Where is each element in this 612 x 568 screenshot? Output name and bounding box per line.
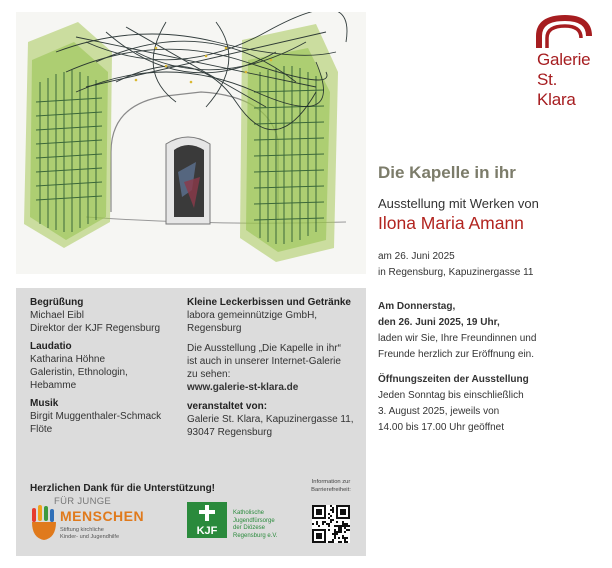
program-welcome: Begrüßung Michael Eibl Direktor der KJF Regensburg	[30, 297, 161, 334]
fjm-sub-1: Stiftung kirchliche	[60, 527, 104, 533]
artwork-image	[16, 12, 366, 274]
hours-line-2: 3. August 2025, jeweils von	[378, 406, 500, 417]
invite-line-1: laden wir Sie, Ihre Freundinnen und	[378, 333, 537, 344]
qr-code-icon	[312, 505, 350, 543]
program-left-column	[30, 297, 180, 442]
exhibition-subtitle: Ausstellung mit Werken von	[378, 196, 539, 211]
program-panel	[16, 288, 366, 556]
logo-text-st-klara: St. Klara	[537, 70, 576, 109]
accessibility-label: Information zur Barrierefreiheit:	[311, 479, 351, 493]
exhibition-title: Die Kapelle in ihr	[378, 163, 516, 182]
opening-invitation	[378, 299, 598, 363]
fjm-top-text: FÜR JUNGE	[54, 496, 112, 507]
hand-print-icon	[30, 504, 60, 544]
hours-line-3: 14.00 bis 17.00 Uhr geöffnet	[378, 422, 505, 433]
kjf-logo[interactable]	[187, 500, 307, 544]
invite-line-2: Freunde herzlich zur Eröffnung ein.	[378, 349, 535, 360]
program-music: Musik Birgit Muggenthaler-Schmack Flöte	[30, 398, 162, 435]
fjm-main-text: MENSCHEN	[60, 508, 145, 524]
invite-day: Am Donnerstag,	[378, 301, 456, 312]
exhibition-place: in Regensburg, Kapuzinergasse 11	[378, 267, 534, 278]
galerie-st-klara-logo[interactable]	[533, 12, 597, 109]
invite-datetime: den 26. Juni 2025, 19 Uhr,	[378, 317, 500, 328]
website-link[interactable]: www.galerie-st-klara.de	[187, 382, 299, 393]
hours-line-1: Jeden Sonntag bis einschließlich	[378, 390, 524, 401]
opening-hours	[378, 372, 598, 436]
hours-title: Öffnungszeiten der Ausstellung	[378, 374, 529, 385]
kjf-name: Katholische Jugendfürsorge der Diözese Regensburg e.V.	[233, 510, 278, 539]
photo-credit	[4, 140, 14, 275]
accessibility-qr-code[interactable]	[312, 505, 350, 543]
online-gallery-info: Die Ausstellung „Die Kapelle in ihr“ ist auch in unserer Internet-Galerie zu sehen: www.galerie-st-klara.de	[187, 342, 362, 394]
thanks-heading: Herzlichen Dank für die Unterstützung!	[30, 483, 216, 494]
kjf-abbr: KJF	[196, 525, 218, 537]
artwork-painting	[16, 12, 366, 274]
fuer-junge-menschen-logo[interactable]	[30, 496, 160, 546]
program-right-column	[187, 297, 362, 446]
logo-arch-icon	[533, 12, 593, 52]
program-laudatio: Laudatio Katharina Höhne Galeristin, Ethnologin, Hebamme	[30, 341, 128, 391]
fjm-sub-2: Kinder- und Jugendhilfe	[60, 534, 120, 540]
date-location	[378, 249, 533, 281]
catering-info: Kleine Leckerbissen und Getränke labora gemeinnützige GmbH, Regensburg	[187, 297, 351, 334]
logo-text-galerie: Galerie	[537, 50, 591, 69]
artist-name: Ilona Maria Amann	[378, 213, 524, 233]
organizer-info: veranstaltet von: Galerie St. Klara, Kapuzinergasse 11, 93047 Regensburg	[187, 401, 354, 438]
kjf-emblem-icon	[187, 502, 229, 540]
exhibition-date: am 26. Juni 2025	[378, 251, 455, 262]
